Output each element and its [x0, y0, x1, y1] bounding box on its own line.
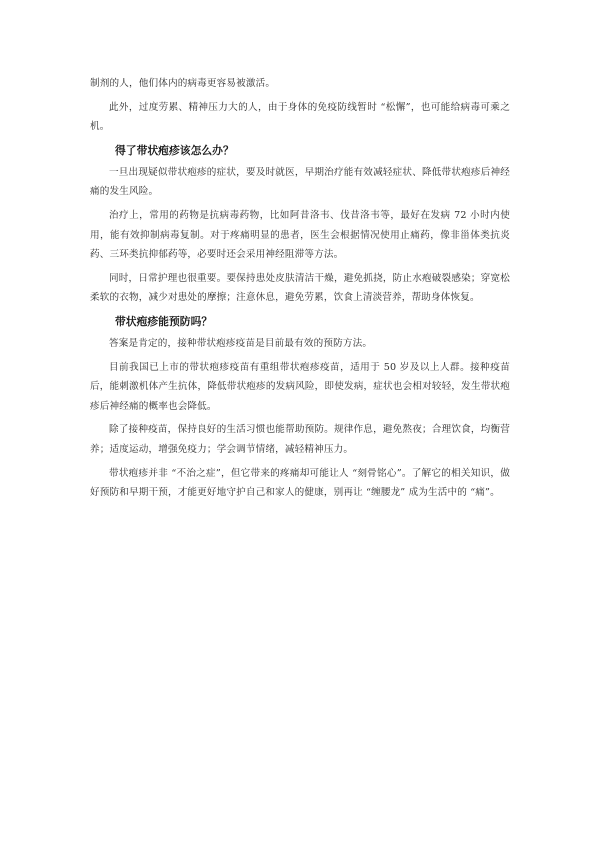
prevention-paragraph-answer: 答案是肯定的，接种带状疱疹疫苗是目前最有效的预防方法。: [109, 337, 373, 349]
prevention-paragraph-vaccine: 目前我国已上市的带状疱疹疫苗有重组带状疱疹疫苗，适用于 50 岁及以上人群。接种疫苗后，能刺激机体产生抗体，降低带状疱疹的发病风险，即使发病，症状也会相对较轻，发生带状疱疹后神经痛的概率也会降低。: [90, 361, 510, 412]
intro-paragraph-stress: 此外，过度劳累、精神压力大的人，由于身体的免疫防线暂时 “松懈”，也可能给病毒可乘之机。: [90, 101, 510, 133]
treatment-paragraph-medication: 治疗上，常用的药物是抗病毒药物，比如阿昔洛韦、伐昔洛韦等，最好在发病 72 小时内使用，能有效抑制病毒复制。对于疼痛明显的患者，医生会根据情况使用止痛药，像非甾体类抗炎药、三环类抗抑郁药等，必要时还会采用神经阻滞等方法。: [90, 209, 510, 261]
document-page: [90, 74, 510, 507]
prevention-heading: 带状疱疹能预防吗？: [115, 314, 213, 328]
treatment-heading: 得了带状疱疹该怎么办？: [115, 143, 234, 157]
treatment-paragraph-seek-care: 一旦出现疑似带状疱疹的症状，要及时就医，早期治疗能有效减轻症状、降低带状疱疹后神经痛的发生风险。: [90, 166, 510, 198]
intro-paragraph-continued: 制剂的人，他们体内的病毒更容易被激活。: [90, 78, 276, 89]
treatment-paragraph-daily-care: 同时，日常护理也很重要。要保持患处皮肤清洁干燥，避免抓挠，防止水疱破裂感染；穿宽松柔软的衣物，减少对患处的摩擦；注意休息，避免劳累，饮食上清淡营养，帮助身体恢复。: [90, 272, 510, 304]
prevention-paragraph-habits: 除了接种疫苗，保持良好的生活习惯也能帮助预防。规律作息，避免熬夜；合理饮食，均衡营养；适度运动，增强免疫力；学会调节情绪，减轻精神压力。: [90, 424, 510, 455]
conclusion-paragraph: 带状疱疹并非 “不治之症”，但它带来的疼痛却可能让人 “刻骨铭心”。了解它的相关知识，做好预防和早期干预，才能更好地守护自己和家人的健康，别再让 “缠腰龙” 成为生活中的 “痛”。: [90, 467, 510, 499]
